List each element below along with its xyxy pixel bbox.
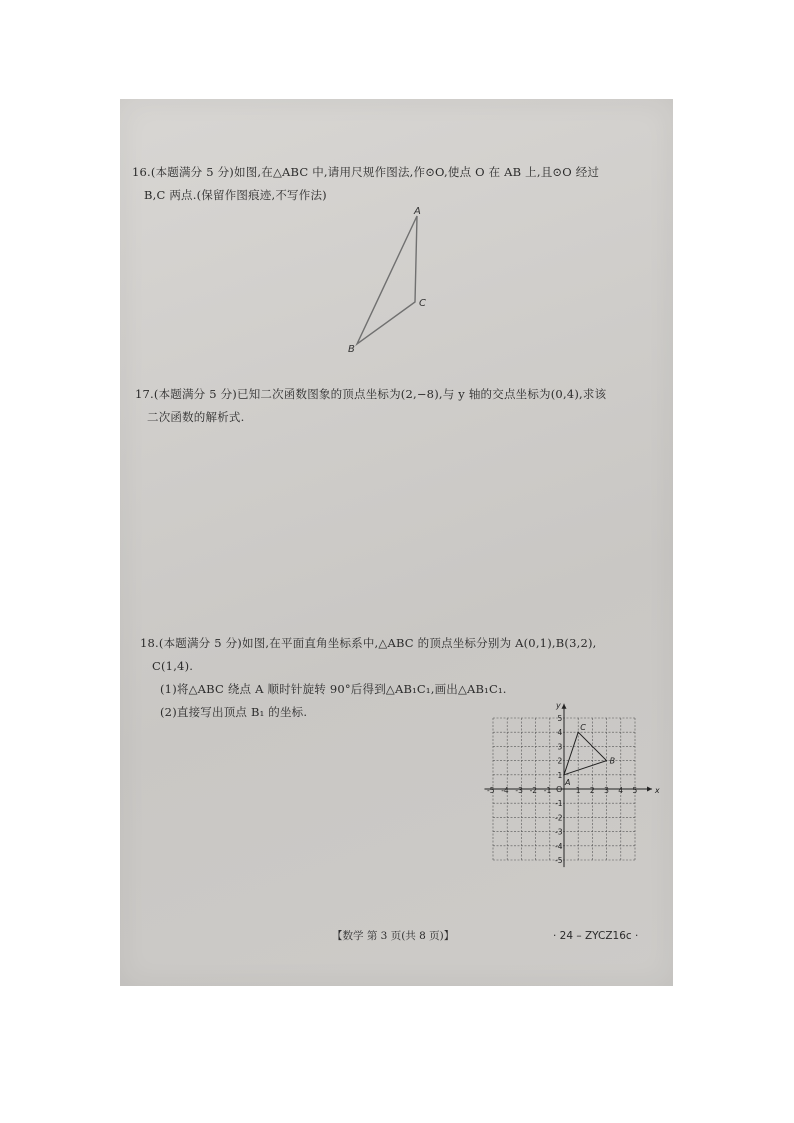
question-18-part-1: (1)将△ABC 绕点 A 顺时针旋转 90°后得到△AB₁C₁,画出△AB₁C₁. <box>160 682 507 696</box>
x-tick-label: 4 <box>618 786 624 795</box>
coordinate-grid-figure <box>482 700 662 879</box>
y-tick-label: -5 <box>555 856 563 865</box>
origin-label: O <box>556 785 563 794</box>
vertex-c-label: C <box>419 298 426 309</box>
y-tick-label: 1 <box>557 770 563 780</box>
question-16-line-1: 16.(本题满分 5 分)如图,在△ABC 中,请用尺规作图法,作⊙O,使点 O 在 AB 上,且⊙O 经过 <box>132 165 600 179</box>
point-c-label: C <box>580 723 586 733</box>
y-tick-label: -3 <box>555 827 563 837</box>
page-code: · 24 – ZYCZ16c · <box>553 930 639 942</box>
question-17-line-1: 17.(本题满分 5 分)已知二次函数图象的顶点坐标为(2,−8),与 y 轴的交点坐标为(0,4),求该 <box>135 387 607 401</box>
y-tick-label: 4 <box>557 728 563 738</box>
vertex-a-label: A <box>414 206 421 217</box>
question-18-part-2: (2)直接写出顶点 B₁ 的坐标. <box>160 705 308 719</box>
page-footer-label: 【数学 第 3 页(共 8 页)】 <box>332 930 455 942</box>
question-18-line-2: C(1,4). <box>152 659 194 673</box>
x-tick-label: -3 <box>515 786 523 795</box>
question-17-line-2: 二次函数的解析式. <box>147 410 245 424</box>
question-16 <box>132 161 662 207</box>
question-17 <box>135 383 665 429</box>
x-tick-label: 1 <box>575 786 581 795</box>
triangle-abc <box>357 216 417 344</box>
y-tick-label: 3 <box>557 742 563 752</box>
point-a-label: A <box>565 777 571 787</box>
x-tick-label: 5 <box>632 786 638 795</box>
y-tick-label: 5 <box>557 714 563 723</box>
x-tick-label: 2 <box>589 786 595 795</box>
x-axis-label: x <box>654 786 660 795</box>
x-tick-label: -1 <box>543 786 552 795</box>
x-tick-label: 3 <box>604 786 609 795</box>
x-tick-label: -2 <box>529 786 538 795</box>
y-tick-label: -2 <box>555 813 563 823</box>
x-axis-arrow <box>647 787 652 792</box>
point-b-label: B <box>609 756 616 766</box>
y-tick-label: 2 <box>557 756 563 766</box>
question-16-line-2: B,C 两点.(保留作图痕迹,不写作法) <box>144 188 327 202</box>
y-axis-label: y <box>556 700 561 710</box>
triangle-abc-figure <box>345 204 435 354</box>
question-18-line-1: 18.(本题满分 5 分)如图,在平面直角坐标系中,△ABC 的顶点坐标分别为 A(0,1),B(3,2), <box>140 636 597 650</box>
exam-page <box>120 99 673 986</box>
x-tick-label: -4 <box>501 786 509 795</box>
y-tick-label: -4 <box>555 841 563 851</box>
y-tick-label: -1 <box>555 799 563 809</box>
triangle-abc-on-grid <box>564 732 607 775</box>
vertex-b-label: B <box>348 344 355 355</box>
x-tick-label: -5 <box>487 786 495 795</box>
